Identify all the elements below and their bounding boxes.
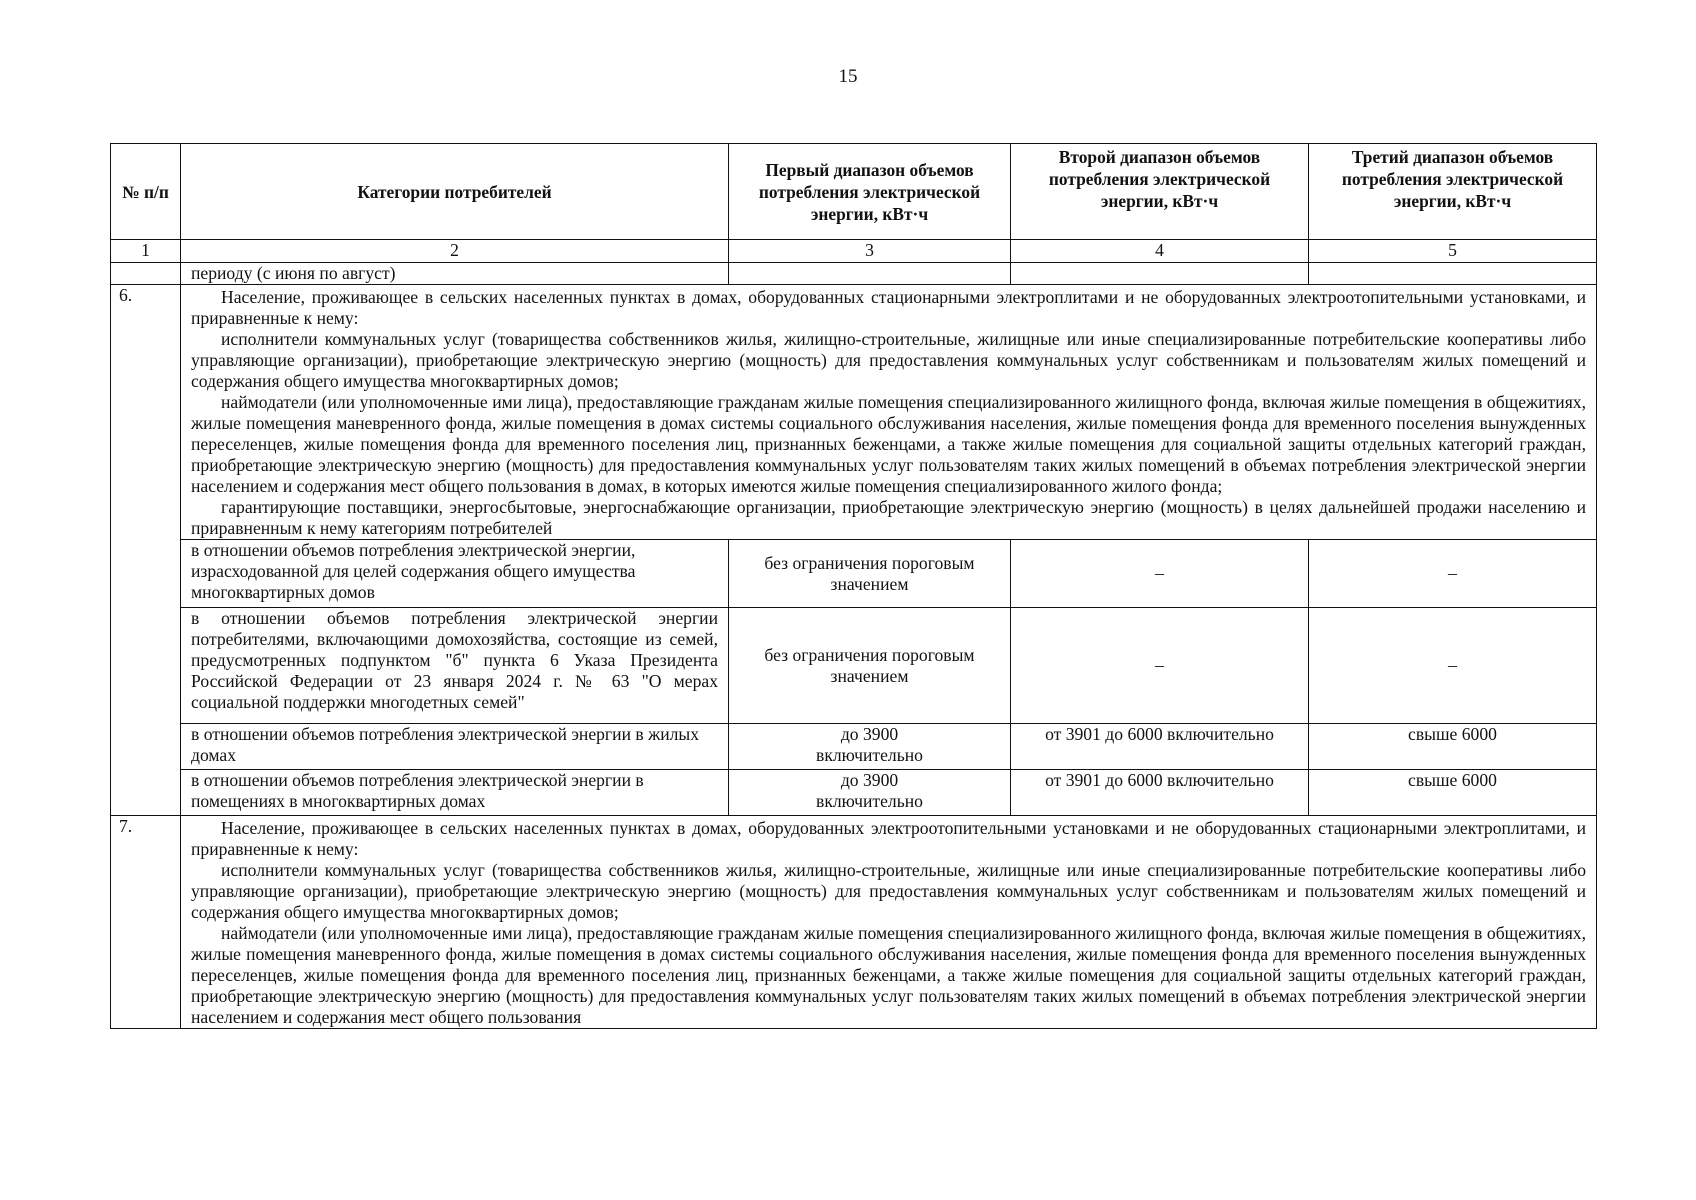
table-header-row — [111, 144, 1597, 240]
second-range-cell: от 3901 до 6000 включительно — [1011, 724, 1309, 770]
third-range-cell: – — [1309, 608, 1597, 724]
index-cell: 2 — [181, 240, 729, 263]
header-second-range: Второй диапазон объемов потребления электрической энергии, кВт·ч — [1011, 144, 1309, 240]
first-range-cell: до 3900 включительно — [729, 724, 1011, 770]
section-6-description — [181, 285, 1597, 540]
first-range-cell: без ограничения пороговым значением — [729, 540, 1011, 608]
section-6-paragraph: Население, проживающее в сельских населенных пунктах в домах, оборудованных стационарными электроплитами и не оборудованных электроотопительными установками, и приравненные к нему: — [191, 287, 1586, 328]
section-6-paragraph: исполнители коммунальных услуг (товарищества собственников жилья, жилищно-строительные, жилищные или иные специализированные потребительские кооперативы либо управляющие организации), приобретающие электрическую энергию (мощность) для предоставления коммунальных услуг собственникам и пользователям жилых помещений и содержания общего имущества многоквартирных домов; — [191, 329, 1586, 391]
continuation-row — [111, 263, 1597, 285]
header-third-range: Третий диапазон объемов потребления электрической энергии, кВт·ч — [1309, 144, 1597, 240]
table-row — [111, 724, 1597, 770]
index-cell: 5 — [1309, 240, 1597, 263]
tariff-table — [110, 143, 1597, 1029]
table-row — [111, 770, 1597, 816]
section-6-paragraph: наймодатели (или уполномоченные ими лица), предоставляющие гражданам жилые помещения специализированного жилищного фонда, включая жилые помещения в общежитиях, жилые помещения маневренного фонда, жилые помещения в домах системы социального обслуживания населения, жилые помещения фонда для временного поселения вынужденных переселенцев, жилые помещения фонда для временного поселения лиц, признанных беженцами, а также жилые помещения для социальной защиты отдельных категорий граждан, приобретающие электрическую энергию (мощность) для предоставления коммунальных услуг пользователям таких жилых помещений в объемах потребления электрической энергии населением и содержания мест общего пользования в домах, в которых имеются жилые помещения специализированного жилого фонда; — [191, 392, 1586, 496]
third-range-cell: – — [1309, 540, 1597, 608]
second-range-cell: от 3901 до 6000 включительно — [1011, 770, 1309, 816]
header-category: Категории потребителей — [181, 144, 729, 240]
section-7-paragraph: наймодатели (или уполномоченные ими лица), предоставляющие гражданам жилые помещения специализированного жилищного фонда, включая жилые помещения в общежитиях, жилые помещения маневренного фонда, жилые помещения в домах системы социального обслуживания населения, жилые помещения фонда для временного поселения вынужденных переселенцев, жилые помещения фонда для временного поселения лиц, признанных беженцами, а также жилые помещения для социальной защиты отдельных категорий граждан, приобретающие электрическую энергию (мощность) для предоставления коммунальных услуг пользователям таких жилых помещений в объемах потребления электрической энергии населением и содержания мест общего пользования — [191, 923, 1586, 1027]
header-number: № п/п — [111, 144, 181, 240]
section-7-paragraph: Население, проживающее в сельских населенных пунктах в домах, оборудованных электроотопительными установками и не оборудованных стационарными электроплитами, и приравненные к нему: — [191, 818, 1586, 859]
section-7-description — [181, 816, 1597, 1029]
section-6-number: 6. — [111, 285, 181, 816]
category-cell: в отношении объемов потребления электрической энергии в жилых домах — [181, 724, 729, 770]
category-cell: в отношении объемов потребления электрической энергии потребителями, включающими домохозяйства, состоящие из семей, предусмотренных подпунктом "б" пункта 6 Указа Президента Российской Федерации от 23 января 2024 г. № 63 "О мерах социальной поддержки многодетных семей" — [181, 608, 729, 724]
section-6-paragraph: гарантирующие поставщики, энергосбытовые, энергоснабжающие организации, приобретающие электрическую энергию (мощность) в целях дальнейшей продажи населению и приравненным к нему категориям потребителей — [191, 497, 1586, 538]
section-7-paragraph: исполнители коммунальных услуг (товарищества собственников жилья, жилищно-строительные, жилищные или иные специализированные потребительские кооперативы либо управляющие организации), приобретающие электрическую энергию (мощность) для предоставления коммунальных услуг собственникам и пользователям жилых помещений и содержания общего имущества многоквартирных домов; — [191, 860, 1586, 922]
section-7-number: 7. — [111, 816, 181, 1029]
section-6-header-row — [111, 285, 1597, 540]
index-cell: 3 — [729, 240, 1011, 263]
first-range-cell: без ограничения пороговым значением — [729, 608, 1011, 724]
second-range-cell: – — [1011, 608, 1309, 724]
table-row — [111, 608, 1597, 724]
category-cell: в отношении объемов потребления электрической энергии в помещениях в многоквартирных домах — [181, 770, 729, 816]
table-row — [111, 540, 1597, 608]
category-cell: в отношении объемов потребления электрической энергии, израсходованной для целей содержания общего имущества многоквартирных домов — [181, 540, 729, 608]
second-range-cell: – — [1011, 540, 1309, 608]
third-range-cell: свыше 6000 — [1309, 724, 1597, 770]
continuation-text: периоду (с июня по август) — [181, 263, 729, 285]
column-index-row — [111, 240, 1597, 263]
third-range-cell: свыше 6000 — [1309, 770, 1597, 816]
index-cell: 4 — [1011, 240, 1309, 263]
header-first-range: Первый диапазон объемов потребления электрической энергии, кВт·ч — [729, 144, 1011, 240]
section-7-header-row — [111, 816, 1597, 1029]
page-number: 15 — [838, 66, 858, 87]
first-range-cell: до 3900 включительно — [729, 770, 1011, 816]
index-cell: 1 — [111, 240, 181, 263]
